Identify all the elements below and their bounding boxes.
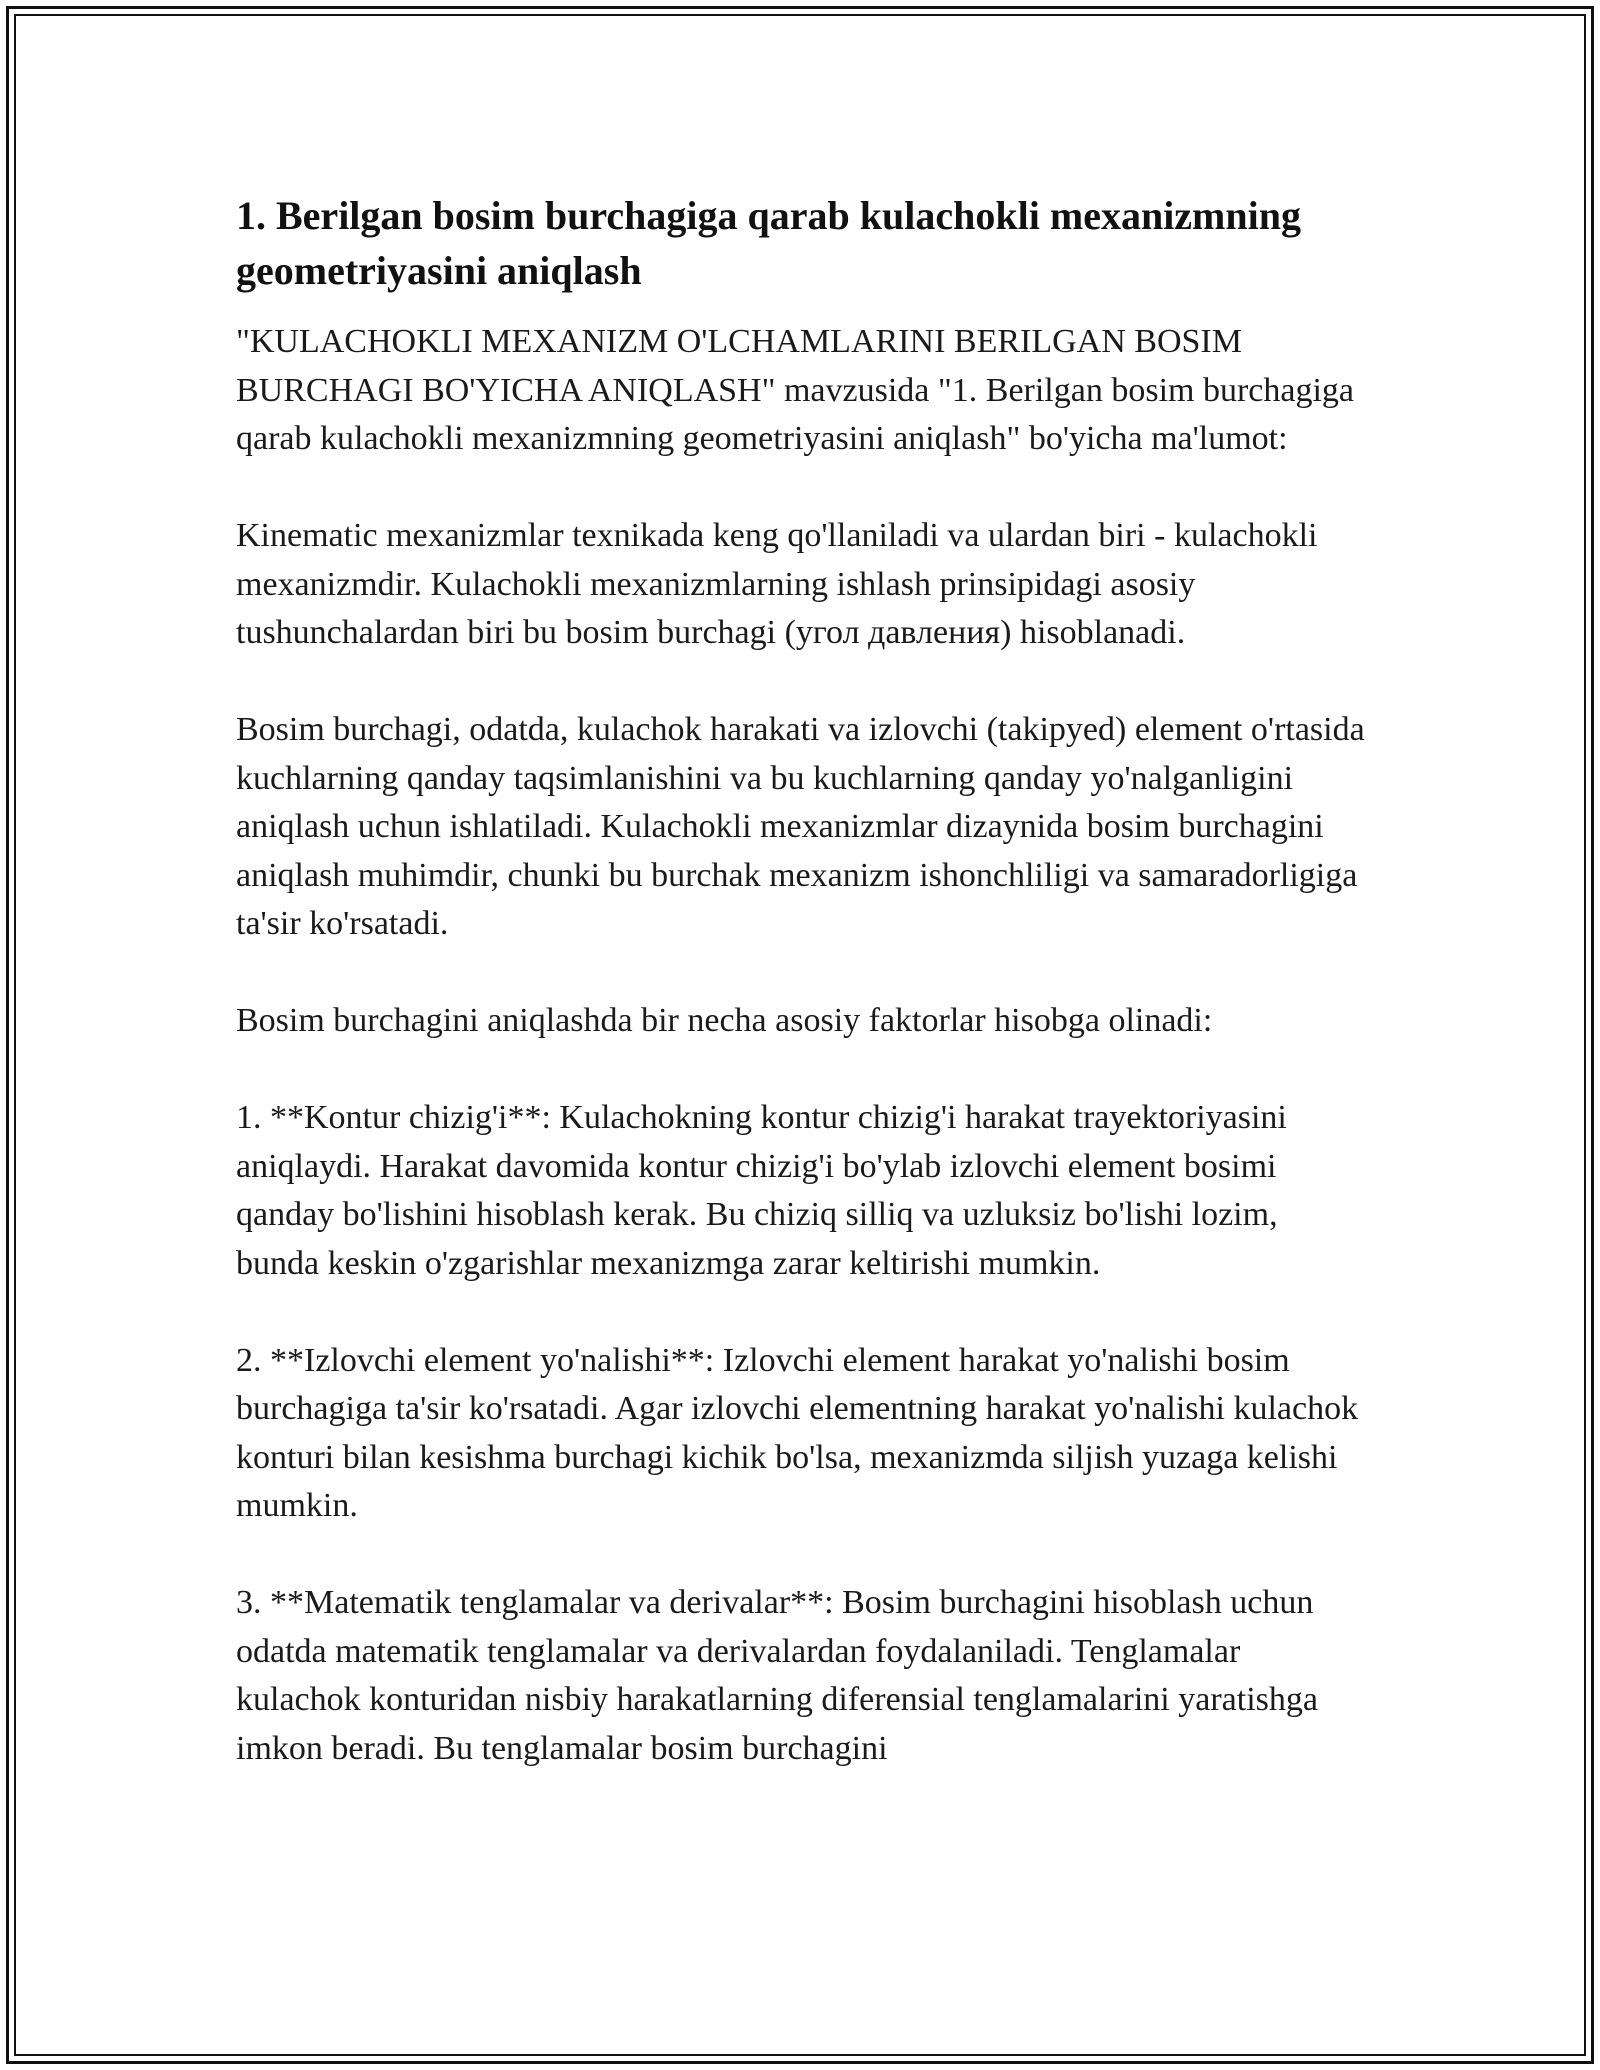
document-body bbox=[236, 188, 1366, 1822]
section-heading: 1. Berilgan bosim burchagiga qarab kulachokli mexanizmning geometriyasini aniqlash bbox=[236, 193, 1301, 293]
intro-paragraph: "KULACHOKLI MEXANIZM O'LCHAMLARINI BERILGAN BOSIM BURCHAGI BO'YICHA ANIQLASH" mavzusida "1. Berilgan bosim burchagiga qarab kulachokli mexanizmning geometriyasini aniqlash" bo'yicha ma'lumot: bbox=[236, 323, 1354, 457]
list-item-follower-direction: 2. **Izlovchi element yo'nalishi**: Izlovchi element harakat yo'nalishi bosim burchagiga ta'sir ko'rsatadi. Agar izlovchi elementning harakat yo'nalishi kulachok konturi bilan kesishma burchagi kichik bo'lsa, mexanizmda siljish yuzaga kelishi mumkin. bbox=[236, 1341, 1359, 1524]
list-item-equations: 3. **Matematik tenglamalar va derivalar**: Bosim burchagini hisoblash uchun odatda matematik tenglamalar va derivalardan foydalaniladi. Tenglamalar kulachok konturidan nisbiy harakatlarning diferensial tenglamalarini yaratishga imkon beradi. Bu tenglamalar bosim burchagini bbox=[236, 1584, 1318, 1767]
paragraph-factors-intro: Bosim burchagini aniqlashda bir necha asosiy faktorlar hisobga olinadi: bbox=[236, 1002, 1213, 1039]
paragraph-kinematic: Kinematic mexanizmlar texnikada keng qo'llaniladi va ulardan biri - kulachokli mexanizmdir. Kulachokli mexanizmlarning ishlash prinsipidagi asosiy tushunchalardan biri bu bosim burchagi (угол давления) hisoblanadi. bbox=[236, 517, 1318, 651]
paragraph-pressure-angle: Bosim burchagi, odatda, kulachok harakati va izlovchi (takipyed) element o'rtasida kuchlarning qanday taqsimlanishini va bu kuchlarning qanday yo'nalganligini aniqlash uchun ishlatiladi. Kulachokli mexanizmlar dizaynida bosim burchagini aniqlash muhimdir, chunki bu burchak mexanizm ishonchliligi va samaradorligiga ta'sir ko'rsatadi. bbox=[236, 711, 1365, 942]
list-item-contour: 1. **Kontur chizig'i**: Kulachokning kontur chizig'i harakat trayektoriyasini aniqlaydi. Harakat davomida kontur chizig'i bo'ylab izlovchi element bosimi qanday bo'lishini hisoblash kerak. Bu chiziq silliq va uzluksiz bo'lishi lozim, bunda keskin o'zgarishlar mexanizmga zarar keltirishi mumkin. bbox=[236, 1099, 1287, 1282]
